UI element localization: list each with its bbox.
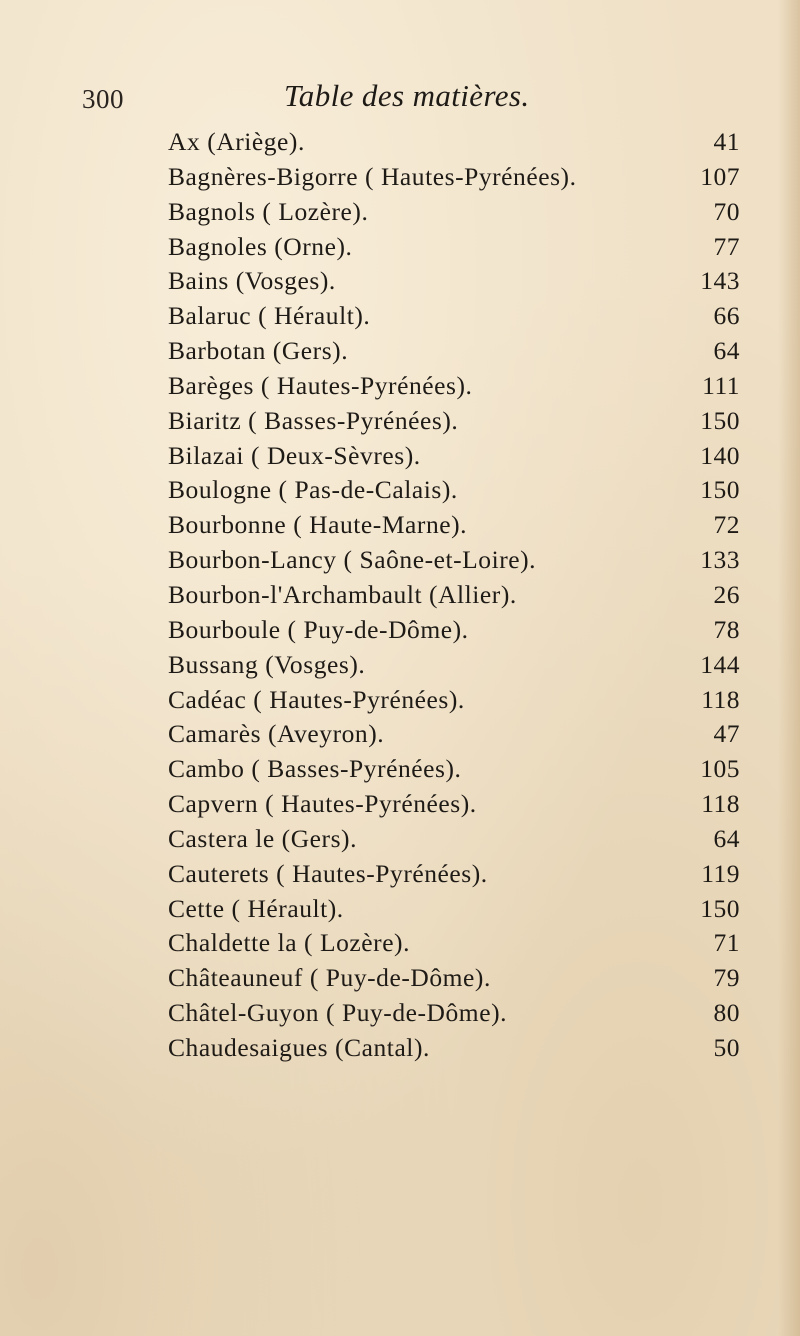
- toc-entry: [168, 857, 740, 892]
- toc-entry: [168, 334, 740, 369]
- entry-page-number: 47: [713, 719, 740, 749]
- toc-entry: [168, 717, 740, 752]
- entry-page-number: 26: [713, 579, 740, 609]
- toc-entry: [168, 578, 740, 613]
- entry-page-number: 105: [700, 754, 740, 784]
- entry-page-number: 144: [700, 649, 740, 679]
- entry-page-number: 150: [700, 405, 740, 435]
- entry-page-number: 72: [713, 510, 740, 540]
- entry-page-number: 80: [713, 998, 740, 1028]
- entry-name: Bilazai ( Deux-Sèvres).: [168, 440, 421, 470]
- toc-entry: [168, 961, 740, 996]
- entry-page-number: 77: [713, 231, 740, 261]
- toc-entry: [168, 648, 740, 683]
- entry-page-number: 66: [713, 301, 740, 331]
- entry-name: Biaritz ( Basses-Pyrénées).: [168, 405, 459, 435]
- entry-name: Châteauneuf ( Puy-de-Dôme).: [168, 963, 491, 993]
- toc-entry: [168, 369, 740, 404]
- entry-name: Bagnoles (Orne).: [168, 231, 353, 261]
- page-header: [0, 78, 800, 118]
- entry-page-number: 71: [713, 928, 740, 958]
- entry-page-number: 79: [713, 963, 740, 993]
- entry-name: Capvern ( Hautes-Pyrénées).: [168, 789, 477, 819]
- entry-page-number: 64: [713, 823, 740, 853]
- entry-name: Chaldette la ( Lozère).: [168, 928, 411, 958]
- entry-name: Bains (Vosges).: [168, 266, 336, 296]
- table-of-contents-list: [168, 125, 740, 1066]
- entry-page-number: 119: [701, 858, 740, 888]
- page-number: 300: [82, 84, 124, 114]
- entry-name: Bourbon-Lancy ( Saône-et-Loire).: [168, 545, 537, 575]
- toc-entry: [168, 473, 740, 508]
- toc-entry: [168, 996, 740, 1031]
- toc-entry: [168, 613, 740, 648]
- entry-page-number: 133: [700, 545, 740, 575]
- entry-page-number: 150: [700, 475, 740, 505]
- entry-name: Cette ( Hérault).: [168, 893, 344, 923]
- toc-entry: [168, 892, 740, 927]
- entry-page-number: 118: [701, 684, 740, 714]
- toc-entry: [168, 683, 740, 718]
- entry-name: Bussang (Vosges).: [168, 649, 366, 679]
- entry-page-number: 111: [702, 370, 740, 400]
- toc-entry: [168, 264, 740, 299]
- toc-entry: [168, 752, 740, 787]
- entry-page-number: 50: [713, 1032, 740, 1062]
- entry-name: Ax (Ariège).: [168, 127, 305, 156]
- entry-page-number: 64: [713, 336, 740, 366]
- entry-name: Cauterets ( Hautes-Pyrénées).: [168, 858, 488, 888]
- entry-page-number: 143: [700, 266, 740, 296]
- entry-name: Bagnères-Bigorre ( Hautes-Pyrénées).: [168, 161, 577, 191]
- toc-entry: [168, 160, 740, 195]
- entry-name: Barbotan (Gers).: [168, 336, 349, 366]
- entry-name: Boulogne ( Pas-de-Calais).: [168, 475, 458, 505]
- running-title: Table des matières.: [284, 78, 530, 113]
- entry-name: Bourboule ( Puy-de-Dôme).: [168, 614, 469, 644]
- entry-name: Barèges ( Hautes-Pyrénées).: [168, 370, 473, 400]
- toc-entry: [168, 404, 740, 439]
- entry-name: Castera le (Gers).: [168, 823, 358, 853]
- toc-entry: [168, 543, 740, 578]
- entry-name: Cambo ( Basses-Pyrénées).: [168, 754, 462, 784]
- entry-name: Balaruc ( Hérault).: [168, 301, 371, 331]
- toc-entry: [168, 125, 740, 160]
- entry-page-number: 118: [701, 789, 740, 819]
- entry-page-number: 78: [713, 614, 740, 644]
- toc-entry: [168, 195, 740, 230]
- entry-page-number: 41: [713, 127, 740, 156]
- entry-page-number: 140: [700, 440, 740, 470]
- entry-name: Camarès (Aveyron).: [168, 719, 385, 749]
- toc-entry: [168, 1031, 740, 1066]
- entry-name: Châtel-Guyon ( Puy-de-Dôme).: [168, 998, 508, 1028]
- page-edge-shadow: [778, 0, 800, 1336]
- entry-name: Bourbon-l'Archambault (Allier).: [168, 579, 517, 609]
- toc-entry: [168, 508, 740, 543]
- toc-entry: [168, 439, 740, 474]
- entry-page-number: 70: [713, 196, 740, 226]
- toc-entry: [168, 230, 740, 265]
- toc-entry: [168, 926, 740, 961]
- entry-name: Bourbonne ( Haute-Marne).: [168, 510, 468, 540]
- entry-name: Cadéac ( Hautes-Pyrénées).: [168, 684, 465, 714]
- entry-name: Chaudesaigues (Cantal).: [168, 1032, 430, 1062]
- toc-entry: [168, 822, 740, 857]
- entry-page-number: 150: [700, 893, 740, 923]
- toc-entry: [168, 787, 740, 822]
- entry-page-number: 107: [700, 161, 740, 191]
- toc-entry: [168, 299, 740, 334]
- entry-name: Bagnols ( Lozère).: [168, 196, 369, 226]
